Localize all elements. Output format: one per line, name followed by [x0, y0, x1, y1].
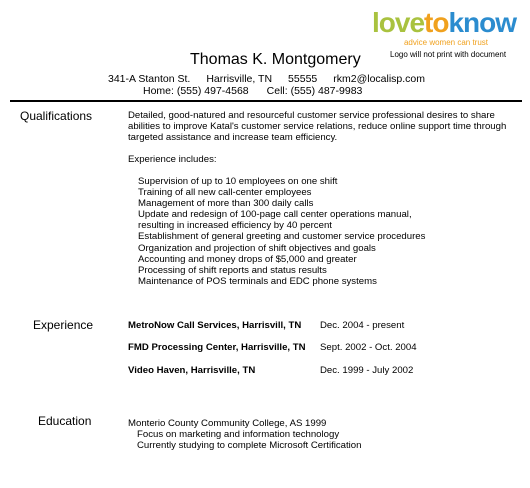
logo-word-to: to	[424, 7, 449, 38]
zip: 55555	[288, 73, 318, 85]
logo-word-love: love	[372, 7, 425, 38]
section-title-experience: Experience	[33, 318, 94, 332]
list-item: Management of more than 300 daily calls	[138, 198, 314, 210]
header-divider	[10, 100, 522, 102]
list-item: Maintenance of POS terminals and EDC phone systems	[138, 275, 377, 287]
logo-wordmark	[372, 8, 522, 38]
list-item: Update and redesign of 100-page call center operations manual,	[138, 209, 412, 221]
job-dates: Sept. 2002 - Oct. 2004	[320, 342, 417, 353]
list-item: Organization and projection of shift objectives and goals	[138, 242, 376, 254]
home-phone: Home: (555) 497-4568	[143, 85, 249, 97]
job-entry	[128, 365, 413, 376]
list-item: resulting in increased efficiency by 40 percent	[138, 220, 332, 232]
logo-tagline: advice women can trust	[403, 38, 489, 47]
resume-name: Thomas K. Montgomery	[190, 51, 361, 68]
email: rkm2@localisp.com	[333, 73, 426, 85]
list-item: Training of all new call-center employees	[138, 187, 312, 199]
section-title-qualifications: Qualifications	[20, 109, 93, 123]
street: 341-A Stanton St.	[108, 73, 191, 85]
lovetoknow-logo	[372, 7, 522, 59]
job-company: FMD Processing Center, Harrisville, TN	[128, 342, 306, 353]
job-dates: Dec. 2004 - present	[320, 320, 405, 331]
list-item: Establishment of general greeting and customer service procedures	[138, 231, 426, 243]
school: Monterio County Community College, AS 1999	[128, 418, 327, 429]
job-entry	[128, 342, 417, 353]
education-detail: Currently studying to complete Microsoft Certification	[137, 440, 362, 451]
job-company: MetroNow Call Services, Harrisvill, TN	[128, 320, 302, 331]
job-dates: Dec. 1999 - July 2002	[320, 365, 414, 376]
experience-includes-label: Experience includes:	[128, 154, 217, 165]
logo-word-know: know	[448, 7, 517, 38]
qualifications-summary: Detailed, good-natured and resourceful customer service professional desires to share abilities to improve Katal's customer service relations, reduce online support time through targeted assistance and increase team efficiency.	[128, 110, 507, 143]
logo-print-note: Logo will not print with document	[390, 50, 507, 59]
section-title-education: Education	[38, 414, 92, 428]
city: Harrisville, TN	[206, 73, 273, 85]
phone-line	[143, 85, 380, 97]
education-entry	[128, 418, 361, 451]
qualifications-list	[138, 176, 518, 287]
job-entry	[128, 320, 404, 331]
cell-phone: Cell: (555) 487-9983	[266, 85, 363, 97]
education-detail: Focus on marketing and information technology	[137, 429, 340, 440]
address-line	[108, 73, 441, 85]
list-item: Supervision of up to 10 employees on one shift	[138, 176, 338, 187]
job-company: Video Haven, Harrisville, TN	[128, 365, 256, 376]
list-item: Accounting and money drops of $5,000 and greater	[138, 253, 357, 265]
list-item: Processing of shift reports and status results	[138, 264, 327, 276]
